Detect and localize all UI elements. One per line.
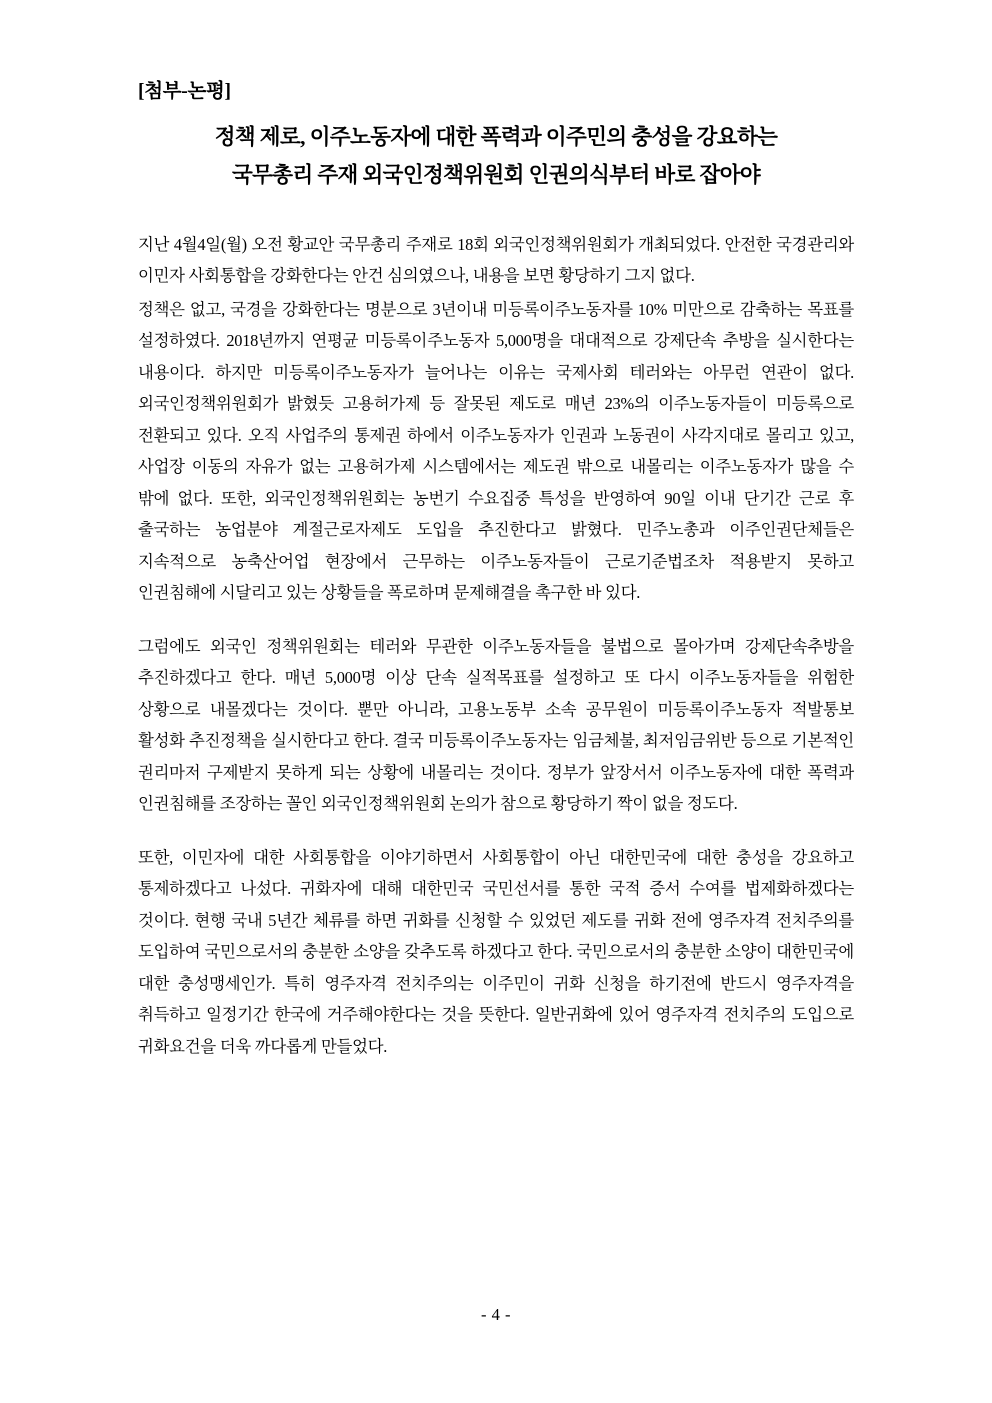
title-line-1: 정책 제로, 이주노동자에 대한 폭력과 이주민의 충성을 강요하는 xyxy=(214,125,778,150)
attachment-tag: [첨부-논평] xyxy=(138,81,231,102)
paragraph-spacer xyxy=(138,822,854,842)
body-paragraph-1: 지난 4월4일(월) 오전 황교안 국무총리 주재로 18회 외국인정책위원회가 개최되었다. 안전한 국경관리와 이민자 사회통합을 강화한다는 안건 심의였으나, 내용을 보면 황당하기 그지 없다. xyxy=(138,234,854,286)
title-line-2: 국무총리 주재 외국인정책위원회 인권의식부터 바로 잡아야 xyxy=(231,162,761,187)
page-number: - 4 - xyxy=(481,1305,511,1324)
body-paragraph-4: 또한, 이민자에 대한 사회통합을 이야기하면서 사회통합이 아닌 대한민국에 대한 충성을 강요하고 통제하겠다고 나섰다. 귀화자에 대해 대한민국 국민선서를 통한 국적 증서 수여를 법제화하겠다는 것이다. 현행 국내 5년간 체류를 하면 귀화를 신청할 수 있었던 제도를 귀화 전에 영주자격 전치주의를 도입하여 국민으로서의 충분한 소양을 갖추도록 하겠다고 한다. 국민으로서의 충분한 소양이 대한민국에 대한 충성맹세인가. 특히 영주자격 전치주의는 이주민이 귀화 신청을 하기전에 반드시 영주자격을 취득하고 일정기간 한국에 거주해야한다는 것을 뜻한다. 일반귀화에 있어 영주자격 전치주의 도입으로 귀화요건을 더욱 까다롭게 만들었다. xyxy=(138,847,854,1056)
paragraph-spacer xyxy=(138,611,854,631)
body-paragraph-2: 정책은 없고, 국경을 강화한다는 명분으로 3년이내 미등록이주노동자를 10% 미만으로 감축하는 목표를 설정하였다. 2018년까지 연평균 미등록이주노동자 5,000명을 대대적으로 강제단속 추방을 실시한다는 내용이다. 하지만 미등록이주노동자가 늘어나는 이유는 국제사회 테러와는 아무런 연관이 없다. 외국인정책위원회가 밝혔듯 고용허가제 등 잘못된 제도로 매년 23%의 이주노동자들이 미등록으로 전환되고 있다. 오직 사업주의 통제권 하에서 이주노동자가 인권과 노동권이 사각지대로 몰리고 있고, 사업장 이동의 자유가 없는 고용허가제 시스템에서는 제도권 밖으로 내몰리는 이주노동자가 많을 수 밖에 없다. 또한, 외국인정책위원회는 농번기 수요집중 특성을 반영하여 90일 이내 단기간 근로 후 출국하는 농업분야 계절근로자제도 도입을 추진한다고 밝혔다. 민주노총과 이주인권단체들은 지속적으로 농축산어업 현장에서 근무하는 이주노동자들이 근로기준법조차 적용받지 못하고 인권침해에 시달리고 있는 상황들을 폭로하며 문제해결을 촉구한 바 있다. xyxy=(138,299,854,603)
page-title xyxy=(138,119,854,194)
body-paragraph-3: 그럼에도 외국인 정책위원회는 테러와 무관한 이주노동자들을 불법으로 몰아가며 강제단속추방을 추진하겠다고 한다. 매년 5,000명 이상 단속 실적목표를 설정하고 또 다시 이주노동자들을 위험한 상황으로 내몰겠다는 것이다. 뿐만 아니라, 고용노동부 소속 공무원이 미등록이주노동자 적발통보 활성화 추진정책을 실시한다고 한다. 결국 미등록이주노동자는 임금체불, 최저임금위반 등으로 기본적인 권리마저 구제받지 못하게 되는 상황에 내몰리는 것이다. 정부가 앞장서서 이주노동자에 대한 폭력과 인권침해를 조장하는 꼴인 외국인정책위원회 논의가 참으로 황당하기 짝이 없을 정도다. xyxy=(138,636,854,814)
